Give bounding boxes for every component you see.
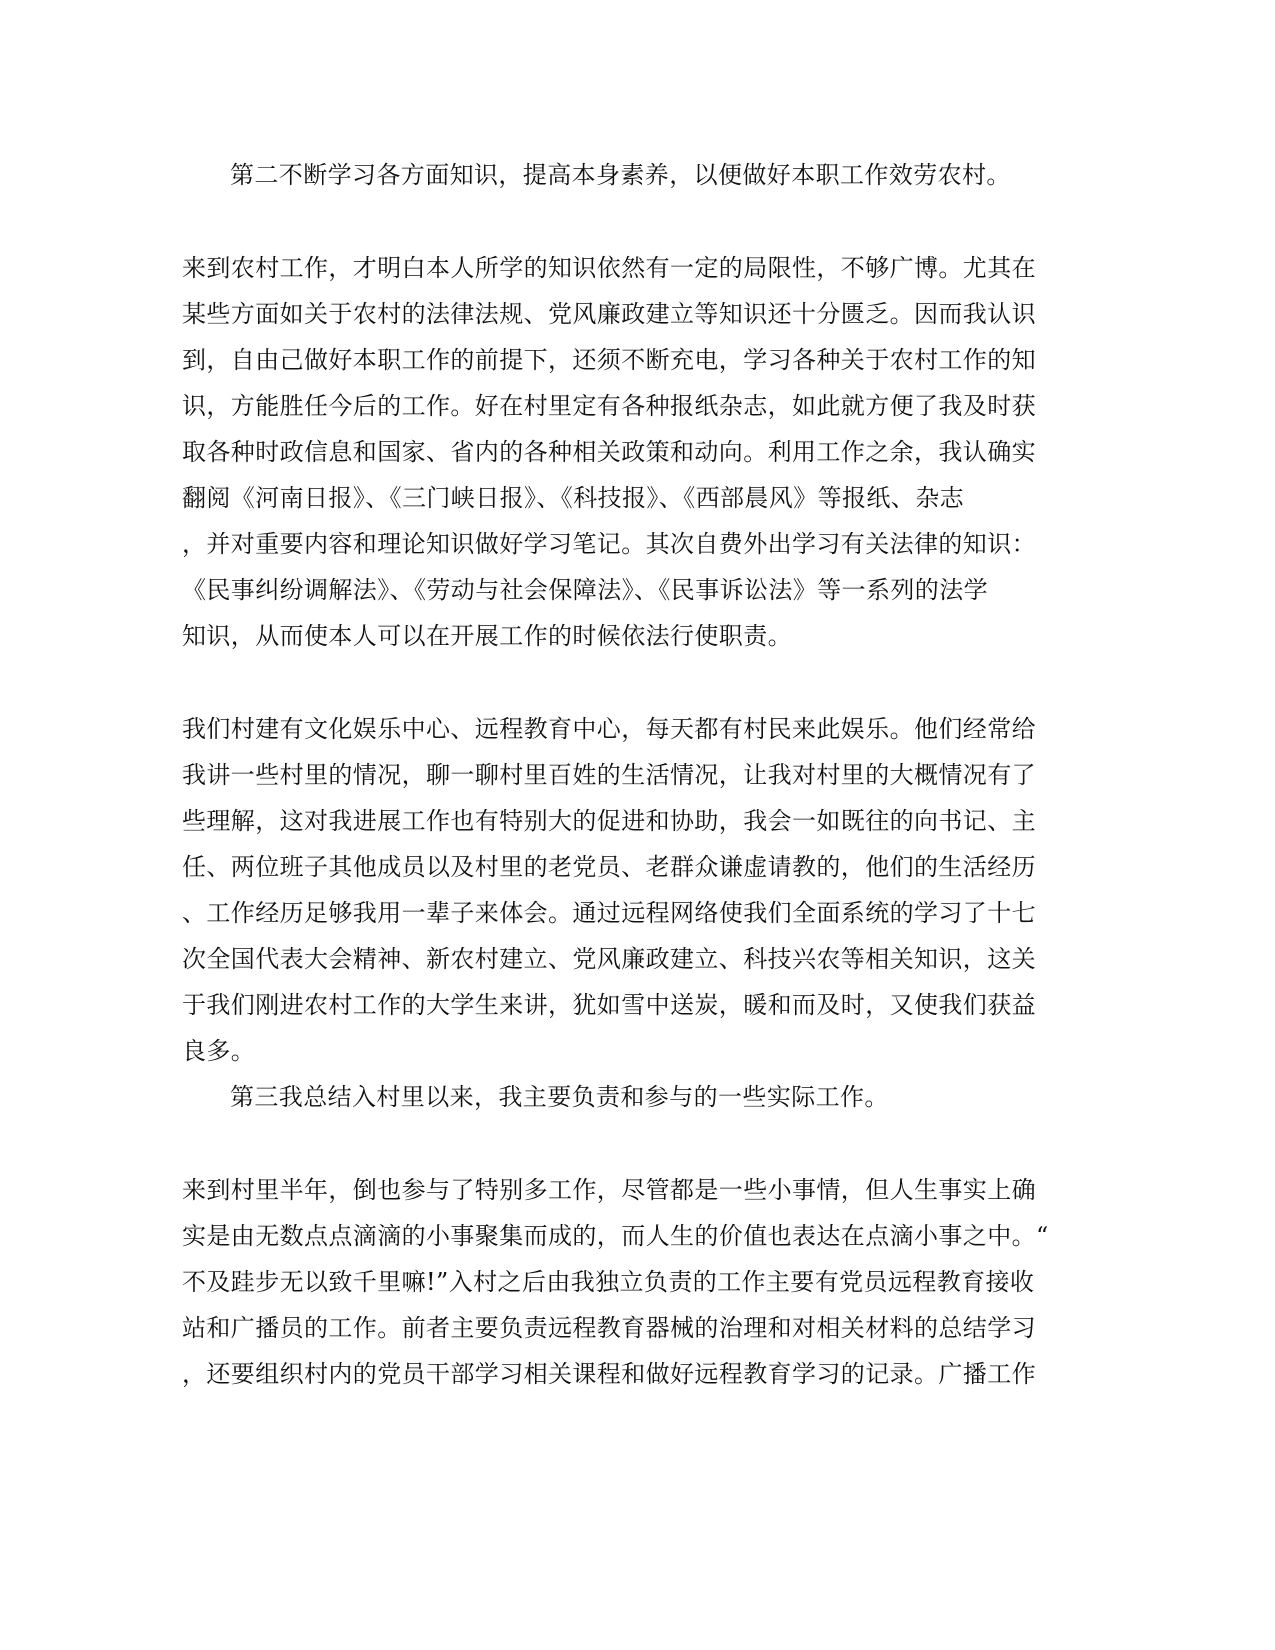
text-line: 取各种时政信息和国家、省内的各种相关政策和动向。利用工作之余，我认确实 (182, 438, 1036, 466)
text-line: 次全国代表大会精神、新农村建立、党风廉政建立、科技兴农等相关知识，这关 (182, 945, 1036, 973)
text-line: 来到村里半年，倒也参与了特别多工作，尽管都是一些小事情，但人生事实上确 (182, 1176, 1036, 1204)
text-line: 某些方面如关于农村的法律法规、党风廉政建立等知识还十分匮乏。因而我认识 (182, 300, 1036, 328)
text-line: 不及跬步无以致千里嘛!”入村之后由我独立负责的工作主要有党员远程教育接收 (182, 1268, 1035, 1296)
text-line: 些理解，这对我进展工作也有特别大的促进和协助，我会一如既往的向书记、主 (182, 807, 1036, 835)
text-line: ，并对重要内容和理论知识做好学习笔记。其次自费外出学习有关法律的知识： (182, 530, 1036, 558)
text-line: 第三我总结入村里以来，我主要负责和参与的一些实际工作。 (230, 1083, 889, 1111)
text-line: 识，方能胜任今后的工作。好在村里定有各种报纸杂志，如此就方便了我及时获 (182, 392, 1036, 420)
text-line: 我讲一些村里的情况，聊一聊村里百姓的生活情况，让我对村里的大概情况有了 (182, 761, 1036, 789)
text-line: 我们村建有文化娱乐中心、远程教育中心，每天都有村民来此娱乐。他们经常给 (182, 715, 1036, 743)
text-line: 站和广播员的工作。前者主要负责远程教育器械的治理和对相关材料的总结学习 (182, 1314, 1036, 1342)
text-line: 第二不断学习各方面知识，提高本身素养，以便做好本职工作效劳农村。 (230, 161, 1011, 189)
text-line: 来到农村工作，才明白本人所学的知识依然有一定的局限性，不够广博。尤其在 (182, 254, 1036, 282)
text-line: 于我们刚进农村工作的大学生来讲，犹如雪中送炭，暖和而及时，又使我们获益 (182, 991, 1036, 1019)
text-line: 良多。 (182, 1037, 256, 1065)
text-line: 《民事纠纷调解法》、《劳动与社会保障法》、《民事诉讼法》等一系列的法学 (182, 576, 988, 604)
text-line: 任、两位班子其他成员以及村里的老党员、老群众谦虚请教的，他们的生活经历 (182, 853, 1036, 881)
text-line: 实是由无数点点滴滴的小事聚集而成的，而人生的价值也表达在点滴小事之中。“ (182, 1222, 1049, 1250)
text-line: 到，自由己做好本职工作的前提下，还须不断充电，学习各种关于农村工作的知 (182, 346, 1036, 374)
text-line: ，还要组织村内的党员干部学习相关课程和做好远程教育学习的记录。广播工作 (182, 1360, 1036, 1388)
text-line: 、工作经历足够我用一辈子来体会。通过远程网络使我们全面系统的学习了十七 (182, 899, 1036, 927)
text-line: 翻阅《河南日报》、《三门峡日报》、《科技报》、《西部晨风》等报纸、杂志 (182, 484, 964, 512)
text-line: 知识，从而使本人可以在开展工作的时候依法行使职责。 (182, 622, 792, 650)
